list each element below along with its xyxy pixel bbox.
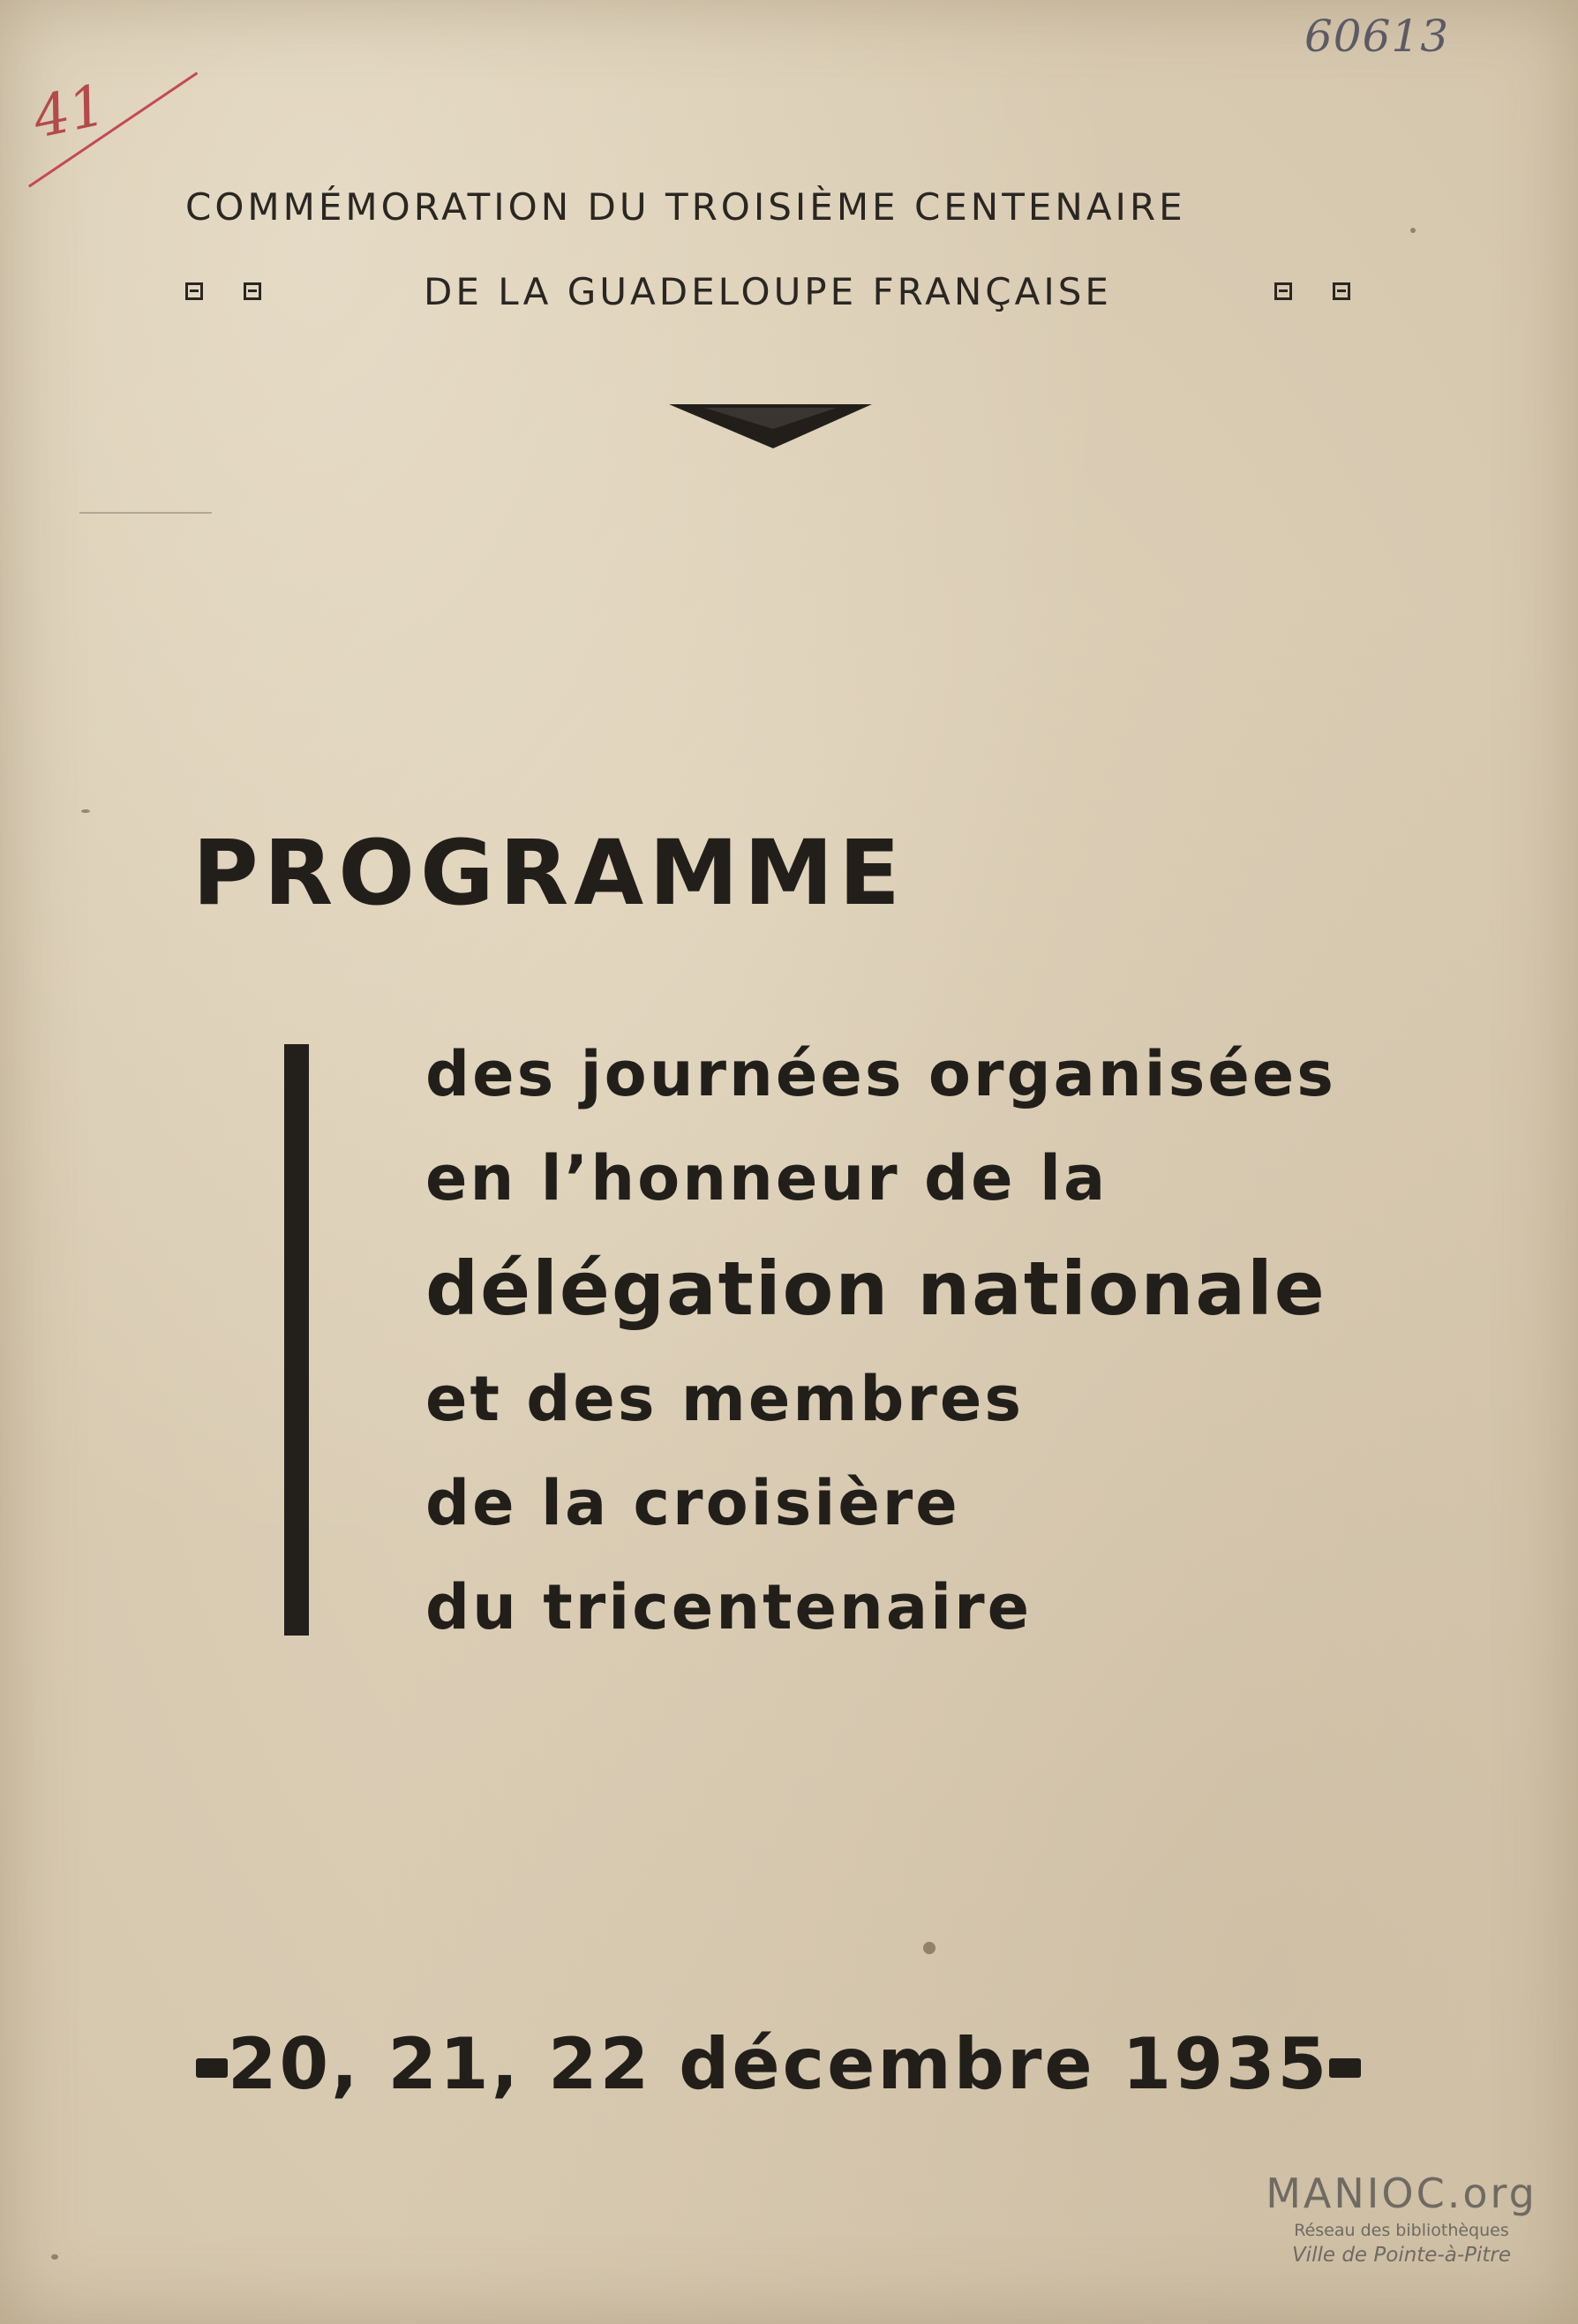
subtitle-line-emphasis: délégation nationale [425,1245,1326,1332]
logo-network: Réseau des bibliothèques [1294,2221,1509,2240]
subtitle-line: du tricentenaire [425,1571,1033,1643]
dash-ornament-icon [1329,2058,1361,2078]
paper-speck [51,2254,58,2260]
manioc-logo [1251,2170,1552,2268]
paper-speck [81,809,90,813]
event-date: 20, 21, 22 décembre 1935 [227,2022,1330,2105]
logo-name: MANIOC.org [1266,2170,1537,2217]
square-ornament-icon [1274,282,1292,300]
ornament-right [1274,282,1350,300]
subtitle-line: et des membres [425,1363,1025,1435]
date-row [196,2019,1361,2108]
catalog-number-annotation: 60613 [1304,11,1450,62]
header-guadeloupe-row [185,265,1350,318]
dash-ornament-icon [196,2058,228,2078]
faint-rule [79,512,212,514]
subtitle-line: des journées organisées [425,1038,1336,1110]
header-commemoration: COMMÉMORATION DU TROISIÈME CENTENAIRE [185,185,1186,229]
shelf-mark-annotation: 41 [27,72,112,152]
page-title: PROGRAMME [192,821,905,926]
subtitle-line: de la croisière [425,1467,960,1539]
header-guadeloupe: DE LA GUADELOUPE FRANÇAISE [424,269,1112,313]
square-ornament-icon [244,282,261,300]
vertical-rule [284,1044,309,1636]
square-ornament-icon [185,282,203,300]
square-ornament-icon [1333,282,1350,300]
logo-city: Ville de Pointe-à-Pitre [1291,2244,1512,2267]
subtitle-block [425,1022,1336,1659]
paper-speck [923,1942,936,1954]
chevron-ornament-icon [669,399,872,452]
ornament-left [185,282,261,300]
paper-speck [1410,228,1416,233]
subtitle-line: en l’honneur de la [425,1142,1108,1215]
